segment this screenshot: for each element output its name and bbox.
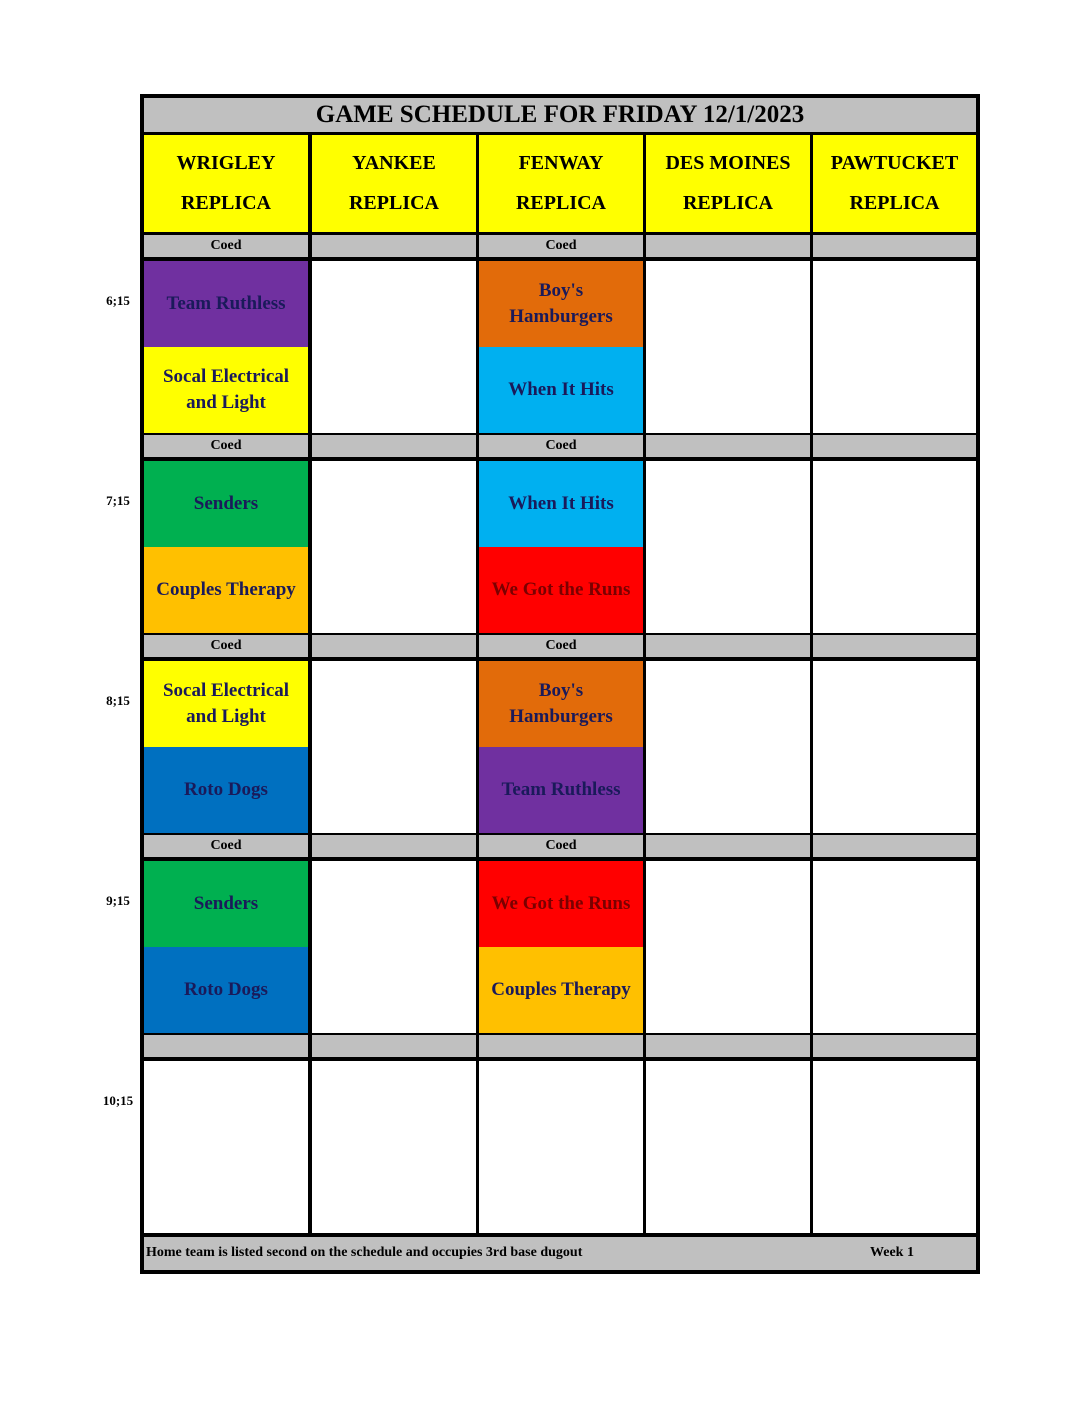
time-label: 6;15 [106,293,130,308]
game-cell [813,1061,976,1233]
division-label: Coed [479,235,643,257]
team-entry: Couples Therapy [144,547,308,633]
game-cell [646,861,810,1033]
team-entry: When It Hits [479,347,643,433]
team-entry: Boy's Hamburgers [479,261,643,347]
game-cell [144,1061,308,1233]
team-entry: We Got the Runs [479,547,643,633]
field-sub: REPLICA [515,192,606,215]
team-entry: Team Ruthless [479,747,643,833]
field-sub: REPLICA [849,192,940,215]
team-entry: Team Ruthless [144,261,308,347]
game-cell [813,261,976,433]
team-entry: We Got the Runs [479,861,643,947]
division-label: Coed [479,835,643,857]
division-label [312,835,476,857]
division-label [312,435,476,457]
field-name: YANKEE [352,151,436,174]
field-name: DES MOINES [665,151,791,174]
division-label [312,635,476,657]
team-entry: Socal Electrical and Light [144,661,308,747]
field-name: WRIGLEY [176,151,276,174]
division-label [312,235,476,257]
team-entry: Socal Electrical and Light [144,347,308,433]
team-entry: Boy's Hamburgers [479,661,643,747]
footer-note: Home team is listed second on the schedule and occupies 3rd base dugout [146,1245,583,1260]
field-sub: REPLICA [348,192,439,215]
game-cell [646,1061,810,1233]
game-cell [312,261,476,433]
game-cell [479,1061,643,1233]
division-label [646,635,810,657]
field-header [144,135,308,232]
field-header [312,135,476,232]
division-label [646,835,810,857]
schedule-title: GAME SCHEDULE FOR FRIDAY 12/1/2023 [144,98,976,132]
division-label [813,835,976,857]
division-label: Coed [144,435,308,457]
division-label [646,235,810,257]
field-name: FENWAY [518,151,604,174]
week-label: Week 1 [870,1245,914,1260]
time-label: 7;15 [106,493,130,508]
team-entry: Couples Therapy [479,947,643,1033]
division-label: Coed [479,635,643,657]
game-cell [813,661,976,833]
game-cell [813,861,976,1033]
division-label [646,435,810,457]
division-label [479,1035,643,1057]
game-cell [813,461,976,633]
time-label: 8;15 [106,693,130,708]
division-label: Coed [144,635,308,657]
field-header [813,135,976,232]
schedule-table [140,94,980,1274]
team-entry: When It Hits [479,461,643,547]
field-name: PAWTUCKET [830,151,959,174]
field-header [646,135,810,232]
field-header [479,135,643,232]
game-cell [646,661,810,833]
field-sub: REPLICA [682,192,773,215]
team-entry: Senders [144,861,308,947]
division-label: Coed [144,835,308,857]
footer [144,1237,976,1270]
game-cell [312,861,476,1033]
division-label [813,435,976,457]
division-label [813,635,976,657]
division-label [312,1035,476,1057]
division-label [813,1035,976,1057]
time-label: 10;15 [102,1093,134,1108]
game-cell [312,1061,476,1233]
division-label [813,235,976,257]
division-label [646,1035,810,1057]
team-entry: Roto Dogs [144,947,308,1033]
division-label [144,1035,308,1057]
game-cell [312,661,476,833]
game-cell [646,261,810,433]
game-cell [312,461,476,633]
division-label: Coed [479,435,643,457]
game-cell [646,461,810,633]
team-entry: Senders [144,461,308,547]
division-label: Coed [144,235,308,257]
team-entry: Roto Dogs [144,747,308,833]
time-label: 9;15 [106,893,130,908]
field-sub: REPLICA [180,192,271,215]
